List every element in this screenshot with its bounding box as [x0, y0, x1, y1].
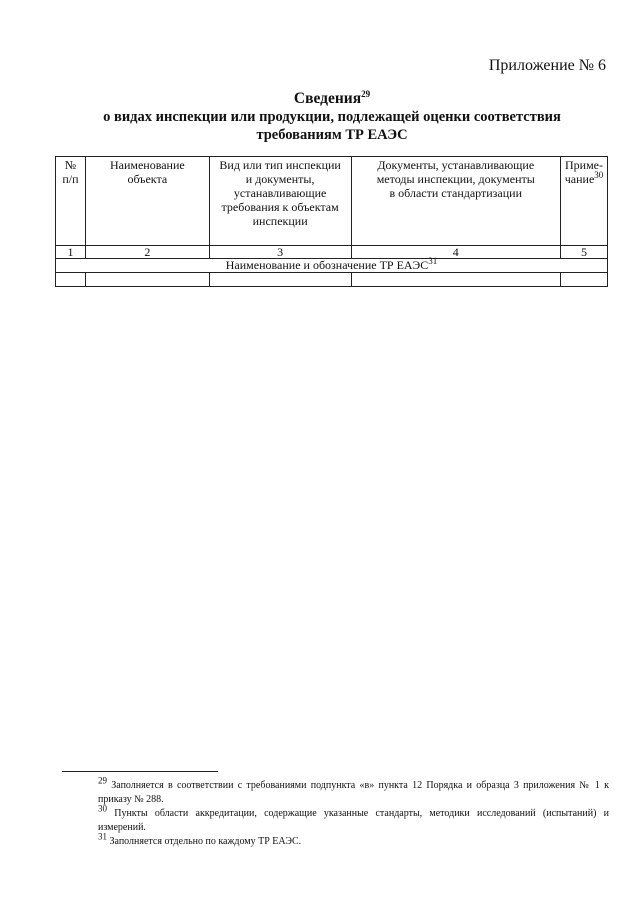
footnote-mark: 31 [98, 831, 107, 842]
header-line: Наименование [109, 158, 185, 172]
title-line-2: о видах инспекции или продукции, подлежащей оценки соответствия [103, 109, 561, 125]
footnote-ref-29: 29 [361, 88, 371, 99]
section-row [56, 259, 608, 273]
empty-cell [56, 273, 86, 287]
column-number: 1 [56, 246, 86, 259]
column-number: 2 [85, 246, 209, 259]
footnotes [62, 775, 609, 849]
header-note [561, 157, 608, 246]
empty-cell [209, 273, 351, 287]
title-line-1: Сведения$^{29}$ [293, 88, 371, 107]
empty-cell [351, 273, 560, 287]
footnote-31: $^{31}$ Заполняется отдельно по каждому ТР ЕАЭС. [98, 831, 302, 847]
footnote-separator [62, 771, 218, 772]
header-object-name [85, 157, 209, 246]
document-title [60, 90, 604, 144]
header-line: Приме- [564, 158, 603, 172]
header-inspection-type [209, 157, 351, 246]
header-line: инспекции [252, 214, 308, 228]
header-line: устанавливающие [233, 186, 327, 200]
header-line: объекта [127, 172, 168, 186]
header-line: п/п [62, 172, 79, 186]
header-line: чание$^{30}$ [564, 170, 604, 186]
appendix-label: Приложение № 6 [488, 57, 606, 74]
column-number: 4 [351, 246, 560, 259]
header-line: в области стандартизации [389, 186, 523, 200]
empty-data-row [56, 273, 608, 287]
footnote-mark: 30 [98, 803, 107, 814]
column-number: 3 [209, 246, 351, 259]
footnote-mark: 29 [98, 775, 107, 786]
column-number-row [56, 246, 608, 259]
empty-cell [561, 273, 608, 287]
header-documents [351, 157, 560, 246]
header-line: требования к объектам [221, 200, 339, 214]
header-line: Документы, устанавливающие [377, 158, 535, 172]
inspection-table [55, 156, 608, 287]
section-row-cell: Наименование и обозначение ТР ЕАЭС$^{31}$ [56, 259, 608, 273]
empty-cell [85, 273, 209, 287]
table-header-row [56, 157, 608, 246]
footnote-ref-30: 30 [594, 170, 604, 180]
footnote-30: $^{30}$ Пункты области аккредитации, содержащие указанные стандарты, методики исследований (испытаний) и измерений. [98, 803, 609, 833]
title-line-3: требованиям ТР ЕАЭС [256, 127, 408, 143]
header-line: Вид или тип инспекции [219, 158, 341, 172]
footnote-29: $^{29}$ Заполняется в соответствии с требованиями подпункта «в» пункта 12 Порядка и образца 3 приложения № 1 к приказу № 288. [98, 775, 609, 805]
header-line: методы инспекции, документы [376, 172, 535, 186]
footnote-ref-31: 31 [428, 256, 438, 266]
header-line: № [64, 158, 77, 172]
header-line: и документы, [245, 172, 315, 186]
header-number [56, 157, 86, 246]
column-number: 5 [561, 246, 608, 259]
